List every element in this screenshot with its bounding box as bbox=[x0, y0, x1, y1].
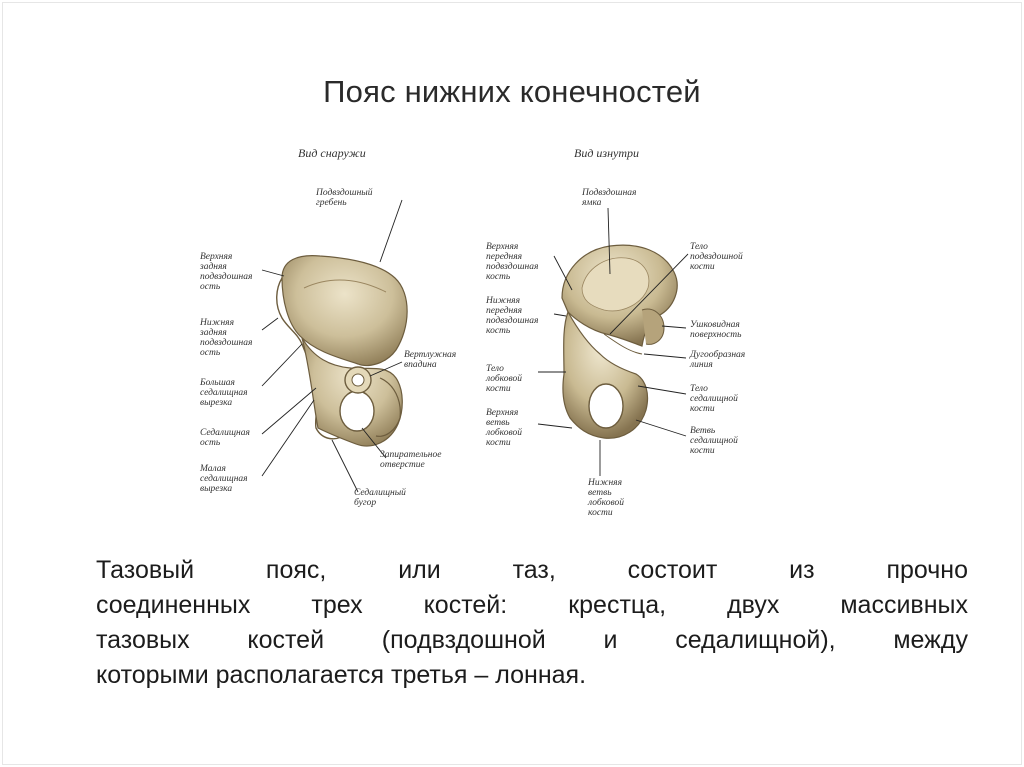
pelvis-figure bbox=[190, 138, 790, 538]
label-post-inf-spine: Нижняя задняя подвздошная ость bbox=[200, 318, 253, 358]
label-iliac-fossa: Подвздошная ямка bbox=[582, 188, 637, 208]
leader-sup-pubic-ramus bbox=[538, 424, 572, 428]
outer-view-bone bbox=[277, 256, 407, 446]
label-ischium-ramus: Ветвь седалищной кости bbox=[690, 426, 738, 456]
body-line-3: тазовых костей (подвздошной и седалищной), между bbox=[96, 626, 968, 654]
slide-title: Пояс нижних конечностей bbox=[323, 74, 701, 109]
body-line-4: которыми располагается третья – лонная. bbox=[96, 661, 587, 689]
label-arcuate-line: Дугообразная линия bbox=[690, 350, 746, 370]
label-auricular-surface: Ушковидная поверхность bbox=[690, 320, 742, 340]
body-line-1: Тазовый пояс, или таз, состоит из прочно bbox=[96, 556, 968, 584]
body-line-2: соединенных трех костей: крестца, двух массивных bbox=[96, 591, 968, 619]
leader-post-sup-spine bbox=[262, 270, 284, 276]
label-ilium-body: Тело подвздошной кости bbox=[690, 242, 743, 272]
inner-view-title: Вид изнутри bbox=[574, 146, 640, 160]
leader-ischial-spine bbox=[262, 388, 316, 434]
label-ant-inf-spine: Нижняя передняя подвздошная кость bbox=[486, 296, 539, 336]
body-paragraph bbox=[96, 553, 968, 693]
label-ischial-tuberosity: Седалищный бугор bbox=[354, 488, 406, 508]
label-iliac-crest: Подвздошный гребень bbox=[316, 188, 373, 208]
outer-ilium-wing bbox=[282, 256, 407, 366]
leader-greater-notch bbox=[262, 344, 302, 386]
leader-iliac-crest bbox=[380, 200, 402, 262]
label-inf-pubic-ramus: Нижняя ветвь лобковой кости bbox=[588, 478, 624, 518]
leader-ischial-tuberosity bbox=[332, 440, 358, 492]
leader-auricular-surface bbox=[662, 326, 686, 328]
label-post-sup-spine: Верхняя задняя подвздошная ость bbox=[200, 252, 253, 292]
label-ischial-spine: Седалищная ость bbox=[200, 428, 250, 448]
leader-ant-inf-spine bbox=[554, 314, 566, 316]
label-sup-pubic-ramus: Верхняя ветвь лобковой кости bbox=[486, 408, 522, 448]
outer-obturator-foramen-shape bbox=[340, 391, 374, 431]
outer-acetabulum-fossa bbox=[352, 374, 364, 386]
leader-arcuate-line bbox=[644, 354, 686, 358]
label-pubis-body: Тело лобковой кости bbox=[486, 364, 522, 394]
label-ant-sup-spine: Верхняя передняя подвздошная кость bbox=[486, 242, 539, 282]
leader-post-inf-spine bbox=[262, 318, 278, 330]
inner-view-bone bbox=[562, 245, 677, 438]
label-ischium-body: Тело седалищной кости bbox=[690, 384, 738, 414]
label-acetabulum: Вертлужная впадина bbox=[404, 350, 457, 370]
label-obturator-foramen: Запирательное отверстие bbox=[380, 450, 442, 470]
outer-view-title: Вид снаружи bbox=[298, 146, 366, 160]
inner-obturator-foramen-shape bbox=[589, 384, 623, 428]
label-lesser-notch: Малая седалищная вырезка bbox=[200, 464, 248, 494]
label-greater-notch: Большая седалищная вырезка bbox=[200, 378, 248, 408]
leader-ischium-ramus bbox=[636, 420, 686, 436]
